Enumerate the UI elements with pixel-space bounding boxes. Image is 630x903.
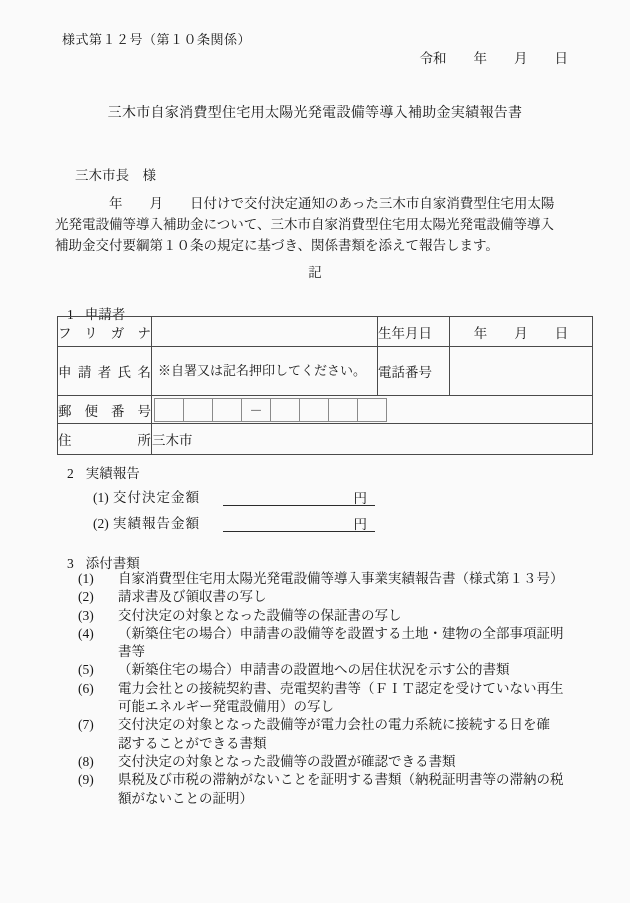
attachment-item-line: 電力会社との接続契約書、売電契約書等（ＦＩＴ認定を受けていない再生 bbox=[118, 680, 564, 696]
amount-blank-line[interactable] bbox=[223, 487, 375, 506]
report-row-number: (2) bbox=[93, 516, 109, 531]
attachment-item bbox=[78, 588, 564, 606]
section-3-number: 3 bbox=[67, 556, 74, 571]
section-3-label: 添付書類 bbox=[85, 556, 140, 571]
attachment-item-line: 書等 bbox=[118, 644, 145, 660]
attachment-item-line: 額がないことの証明） bbox=[118, 790, 253, 806]
attachment-item-number: (7) bbox=[78, 717, 94, 733]
attachment-item-line: 請求書及び領収書の写し bbox=[118, 589, 267, 605]
table-row bbox=[58, 317, 593, 347]
attachment-item-line: 交付決定の対象となった設備等の設置が確認できる書類 bbox=[118, 753, 456, 769]
attachment-item-line: 交付決定の対象となった設備等の保証書の写し bbox=[118, 607, 402, 623]
report-row bbox=[93, 512, 513, 532]
body-line: 光発電設備等導入補助金について、三木市自家消費型住宅用太陽光発電設備等導入 bbox=[55, 217, 554, 232]
section-2-heading bbox=[67, 462, 140, 482]
applicant-name-label: 申請者氏名 bbox=[58, 347, 152, 396]
body-paragraph bbox=[55, 193, 595, 256]
table-row bbox=[58, 396, 593, 424]
record-mark: 記 bbox=[308, 265, 322, 280]
report-rows bbox=[93, 486, 513, 538]
attachment-item-text bbox=[118, 680, 564, 717]
attachment-item-text bbox=[118, 661, 510, 679]
signature-note: ※自署又は記名押印してください。 bbox=[158, 362, 367, 378]
attachment-item-text bbox=[118, 753, 456, 771]
attachment-item-number: (4) bbox=[78, 625, 94, 641]
attachment-item bbox=[78, 570, 564, 588]
postal-code-box[interactable] bbox=[154, 398, 184, 422]
amount-blank-line[interactable] bbox=[223, 513, 375, 532]
applicant-table bbox=[57, 316, 593, 455]
attachment-item-line: 可能エネルギー発電設備用）の写し bbox=[118, 699, 334, 715]
section-1-number: 1 bbox=[67, 307, 74, 322]
attachment-item-line: 交付決定の対象となった設備等が電力会社の電力系統に接続する日を確 bbox=[118, 717, 550, 733]
postal-code-box[interactable] bbox=[212, 398, 242, 422]
postal-code-label: 郵便番号 bbox=[58, 396, 152, 424]
attachment-item-text bbox=[118, 607, 402, 625]
attachment-item bbox=[78, 771, 564, 808]
attachment-item-number: (6) bbox=[78, 680, 94, 696]
postal-code-dash-box: － bbox=[241, 398, 271, 422]
postal-code-cell bbox=[152, 396, 593, 424]
date-line: 令和 年 月 日 bbox=[419, 51, 568, 66]
report-row bbox=[93, 486, 513, 506]
attachment-item-line: 認することができる書類 bbox=[118, 735, 267, 751]
section-2-number: 2 bbox=[67, 466, 74, 481]
document-title: 三木市自家消費型住宅用太陽光発電設備等導入補助金実績報告書 bbox=[107, 106, 523, 121]
attachment-item bbox=[78, 680, 564, 717]
attachment-item-text bbox=[118, 588, 267, 606]
report-row-number: (1) bbox=[93, 490, 109, 505]
attachment-item-line: （新築住宅の場合）申請書の設置地への居住状況を示す公的書類 bbox=[118, 662, 510, 678]
addressee: 三木市長 様 bbox=[75, 168, 156, 183]
attachment-item-text bbox=[118, 625, 564, 662]
birthdate-label: 生年月日 bbox=[378, 317, 450, 347]
postal-code-boxes bbox=[154, 398, 387, 422]
attachment-item-line: 自家消費型住宅用太陽光発電設備等導入事業実績報告書（様式第１３号） bbox=[118, 571, 564, 586]
attachment-item-text bbox=[118, 716, 550, 753]
phone-value-cell[interactable] bbox=[450, 347, 593, 396]
postal-code-box[interactable] bbox=[299, 398, 329, 422]
section-2-label: 実績報告 bbox=[85, 466, 140, 481]
furigana-value-cell[interactable] bbox=[152, 317, 378, 347]
form-number: 様式第１２号（第１０条関係） bbox=[62, 32, 252, 47]
postal-code-box[interactable] bbox=[270, 398, 300, 422]
attachment-item-number: (8) bbox=[78, 753, 94, 769]
body-line: 補助金交付要綱第１０条の規定に基づき、関係書類を添えて報告します。 bbox=[55, 238, 499, 253]
postal-code-box[interactable] bbox=[357, 398, 387, 422]
section-1-label: 申請者 bbox=[84, 307, 126, 322]
attachment-item-line: （新築住宅の場合）申請書の設備等を設置する土地・建物の全部事項証明 bbox=[118, 625, 564, 641]
applicant-name-value-cell[interactable] bbox=[152, 347, 378, 396]
attachment-item bbox=[78, 607, 564, 625]
attachment-item-number: (2) bbox=[78, 589, 94, 605]
address-label: 住 所 bbox=[58, 424, 152, 455]
attachment-item bbox=[78, 753, 564, 771]
attachment-item bbox=[78, 625, 564, 662]
attachment-item-number: (1) bbox=[78, 571, 94, 586]
section-3-heading bbox=[67, 552, 140, 572]
amount-unit: 円 bbox=[353, 491, 367, 506]
report-row-label: 実績報告金額 bbox=[113, 516, 200, 531]
address-value-cell[interactable]: 三木市 bbox=[152, 424, 593, 455]
report-row-label: 交付決定金額 bbox=[113, 490, 200, 505]
birthdate-value-cell[interactable]: 年 月 日 bbox=[450, 317, 593, 347]
amount-unit: 円 bbox=[353, 517, 367, 532]
attachment-item-text bbox=[118, 771, 564, 808]
body-line: 年 月 日付けで交付決定通知のあった三木市自家消費型住宅用太陽 bbox=[55, 196, 555, 211]
attachment-items bbox=[78, 570, 564, 808]
furigana-label: フリガナ bbox=[58, 317, 152, 347]
attachment-item-number: (5) bbox=[78, 662, 94, 678]
table-row bbox=[58, 347, 593, 396]
postal-code-box[interactable] bbox=[328, 398, 358, 422]
attachment-item-number: (9) bbox=[78, 772, 94, 788]
phone-label: 電話番号 bbox=[378, 347, 450, 396]
table-row bbox=[58, 424, 593, 455]
attachment-item-number: (3) bbox=[78, 607, 94, 623]
attachment-item bbox=[78, 661, 564, 679]
attachment-item bbox=[78, 716, 564, 753]
attachment-item-text bbox=[118, 570, 564, 588]
attachment-item-line: 県税及び市税の滞納がないことを証明する書類（納税証明書等の滞納の税 bbox=[118, 772, 564, 788]
postal-code-box[interactable] bbox=[183, 398, 213, 422]
